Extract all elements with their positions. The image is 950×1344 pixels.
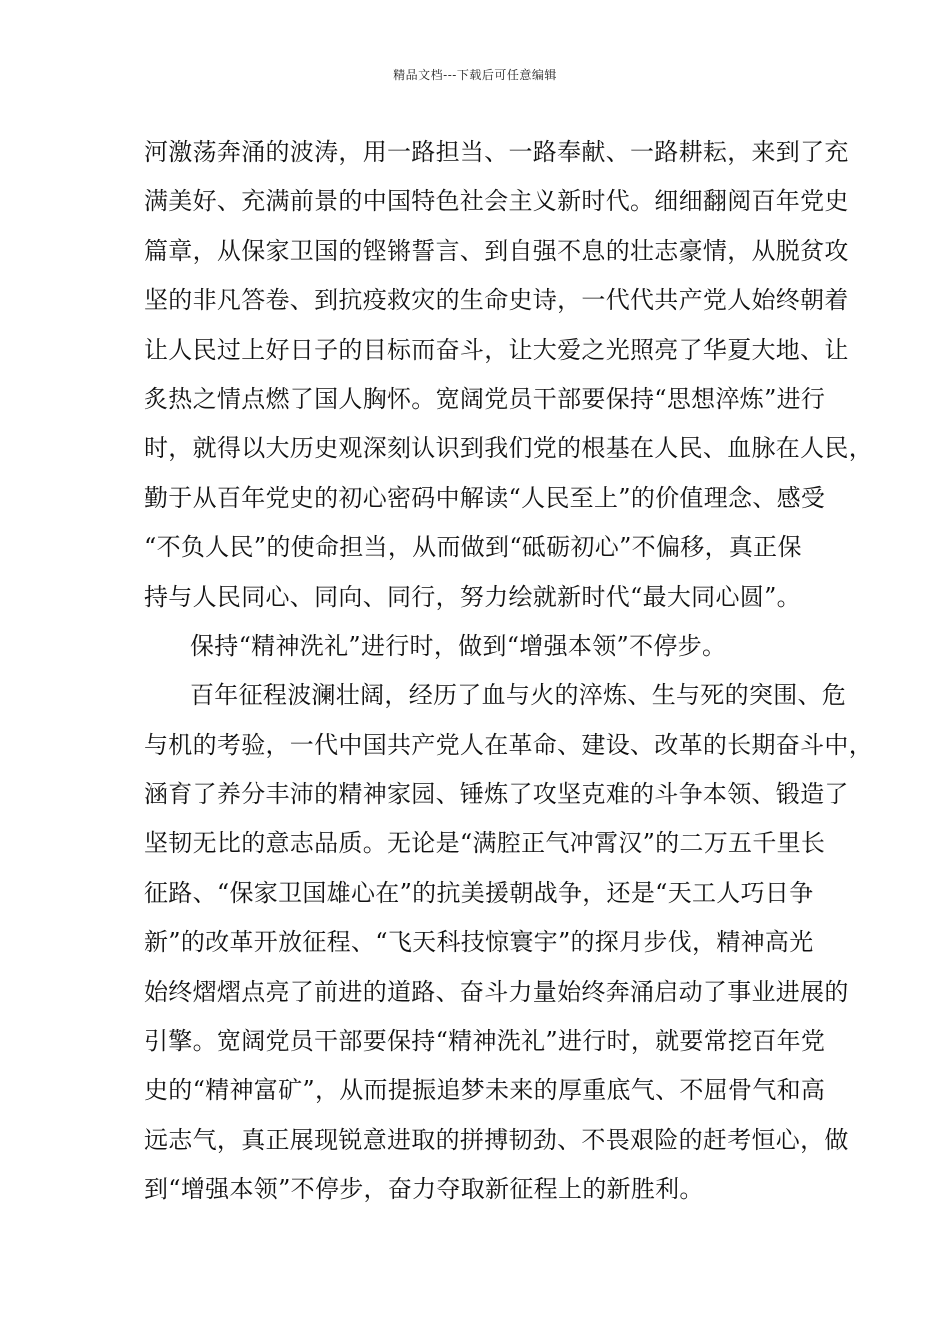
text-line: 河激荡奔涌的波涛，用一路担当、一路奉献、一路耕耘，来到了充 (144, 138, 849, 166)
text-line: 勤于从百年党史的初心密码中解读“人民至上”的价值理念、感受 (144, 483, 826, 512)
text-line: 坚韧无比的意志品质。无论是“满腔正气冲霄汉”的二万五千里长 (144, 829, 826, 858)
text-line: 炙热之情点燃了国人胸怀。宽阔党员干部要保持“思想淬炼”进行 (144, 384, 826, 413)
text-line: 远志气，真正展现锐意进取的拼搏韧劲、不畏艰险的赶考恒心，做 (144, 1125, 849, 1154)
text-line: 征路、“保家卫国雄心在”的抗美援朝战争，还是“天工人巧日争 (144, 878, 814, 907)
text-line: 坚的非凡答卷、到抗疫救灾的生命史诗，一代代共产党人始终朝着 (144, 286, 849, 315)
text-line: 持与人民同心、同向、同行，努力绘就新时代“最大同心圆”。 (144, 582, 801, 611)
text-line: 始终熠熠点亮了前进的道路、奋斗力量始终奔涌启动了事业进展的 (144, 977, 849, 1006)
text-line: 史的“精神富矿”，从而提振追梦未来的厚重底气、不屈骨气和高 (144, 1076, 826, 1105)
page-header: 精品文档---下载后可任意编辑 (393, 68, 557, 82)
text-line: 保持“精神洗礼”进行时，做到“增强本领”不停步。 (190, 631, 727, 660)
text-line: 涵育了养分丰沛的精神家园、锤炼了攻坚克难的斗争本领、锻造了 (144, 780, 849, 809)
text-line: 满美好、充满前景的中国特色社会主义新时代。细细翻阅百年党史 (144, 187, 849, 216)
document-body (144, 128, 873, 1215)
text-line: 新”的改革开放征程、“飞天科技惊寰宇”的探月步伐，精神高光 (144, 928, 814, 957)
text-line: “不负人民”的使命担当，从而做到“砥砺初心”不偏移，真正保 (144, 533, 802, 562)
text-line: 时，就得以大历史观深刻认识到我们党的根基在人民、血脉在人民， (144, 434, 873, 463)
text-line: 让人民过上好日子的目标而奋斗，让大爱之光照亮了华夏大地、让 (144, 335, 849, 364)
text-line: 篇章，从保家卫国的铿锵誓言、到自强不息的壮志豪情，从脱贫攻 (144, 236, 849, 265)
text-line: 引擎。宽阔党员干部要保持“精神洗礼”进行时，就要常挖百年党 (144, 1027, 826, 1056)
text-line: 与机的考验，一代中国共产党人在革命、建设、改革的长期奋斗中， (144, 730, 873, 759)
text-line: 百年征程波澜壮阔，经历了血与火的淬炼、生与死的突围、危 (190, 681, 847, 710)
text-line: 到“增强本领”不停步，奋力夺取新征程上的新胜利。 (144, 1175, 704, 1204)
